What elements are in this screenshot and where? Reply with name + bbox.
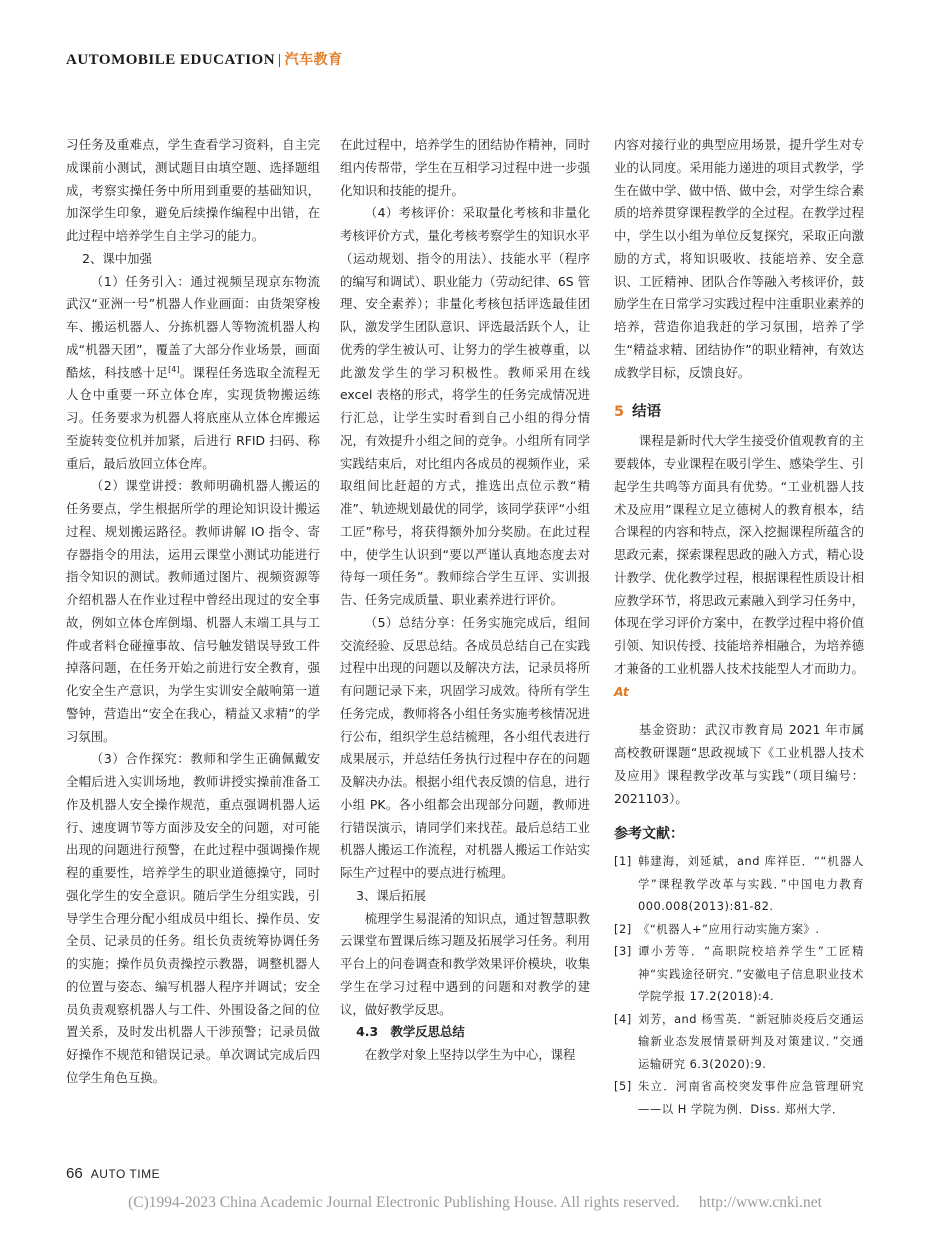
subheading-after-class: 3、课后拓展 bbox=[356, 887, 426, 903]
citation-4: [4] bbox=[168, 364, 180, 374]
reference-number: [3] bbox=[614, 944, 632, 959]
paragraph-reflection: 在教学对象上坚持以学生为中心，课程 bbox=[364, 1047, 576, 1062]
reference-text: 谭小芳等．“高职院校培养学生”工匠精神“实践途径研究．”安徽电子信息职业技术学院学报 17.2(2018):4. bbox=[638, 944, 864, 1004]
paragraph-cooperation: （3）合作探究：教师和学生正确佩戴安全帽后进入实训场地，教师讲授实操前准备工作及机器人安全操作规范，重点强调机器人运行、速度调节等方面涉及安全的问题，对可能出现的问题进行预警，在此过程中强调操作规程的重要性，培养学生的职业道德操守，同时强化学生的安全意识。随后学生分组实践，引导学生合理分配小组成员中组长、操作员、安全员、记录员的任务。组长负责统筹协调任务的实施；操作员负责操控示教器，调整机器人的位置与姿态、编写机器人程序并调试；安全员负责观察机器人与工件、外围设备之间的位置关系，及时发出机器人干涉预警；记录员做好操作不规范和错误记录。单次调试完成后四位学生角色互换。 bbox=[66, 751, 320, 1085]
journal-header bbox=[66, 49, 343, 69]
references-title: 参考文献： bbox=[614, 826, 684, 843]
reference-text: 《“机器人+”应用行动实施方案》. bbox=[638, 921, 820, 936]
paragraph-continued: 内容对接行业的典型应用场景，提升学生对专业的认同度。采用能力递进的项目式教学，学生在做中学、做中悟、做中会，对学生综合素质的培养贯穿课程教学的全过程。在教学过程中，学生以小组为单位反复探究，采取正向激励的方式，将知识吸收、技能培养、安全意识、工匠精神、团队合作等融入考核评价，鼓励学生在日常学习实践过程中注重职业素养的培养，营造你追我赶的学习氛围，培养了学生“精益求精、团结协作”的职业精神，有效达成教学目标，反馈良好。 bbox=[614, 137, 864, 380]
paragraph-lecture: （2）课堂讲授：教师明确机器人搬运的任务要点，学生根据所学的理论知识设计搬运过程、规划搬运路径。教师讲解 IO 指令、寄存器指令的用法，运用云课堂小测试功能进行指令知识的测试。教师通过图片、视频资源等介绍机器人在作业过程中曾经出现过的安全事故，例如立体仓库倒塌、机器人末端工具与工件或者料仓碰撞事故、信号触发错误导致工件掉落问题，在任务开始之前进行安全教育，强化安全生产意识，为学生实训安全敲响第一道警钟，营造出“安全在我心，精益又求精”的学习氛围。 bbox=[66, 478, 320, 744]
reference-item bbox=[614, 918, 864, 941]
paragraph-after-class: 梳理学生易混淆的知识点，通过智慧职教云课堂布置课后练习题及拓展学习任务。利用平台上的问卷调查和教学效果评价模块，收集学生在学习过程中遇到的问题和对教学的建议，做好教学反思。 bbox=[340, 910, 590, 1017]
section-heading-conclusion bbox=[614, 398, 864, 426]
column-2 bbox=[340, 134, 590, 1067]
end-of-article-mark: At bbox=[614, 683, 629, 699]
paragraph-task-intro-a: （1）任务引入：通过视频呈现京东物流武汉“亚洲一号”机器人作业画面：由货架穿梭车、搬运机器人、分拣机器人等物流机器人构成“机器天团”，覆盖了大部分作业场景，画面酷炫，科技感十足 bbox=[66, 273, 320, 380]
reference-number: [5] bbox=[614, 1079, 632, 1094]
magazine-name: AUTO TIME bbox=[90, 1167, 161, 1181]
section-number: 5 bbox=[614, 404, 625, 421]
paragraph-assessment: （4）考核评价：采取量化考核和非量化考核评价方式，量化考核考察学生的知识水平（运动规划、指令的用法）、技能水平（程序的编写和调试）、职业能力（劳动纪律、6S 管理、安全素养）；非量化考核包括评选最佳团队，激发学生团队意识、评选最活跃个人，让优秀的学生被认可、让努力的学生被尊重，以此激发学生的学习积极性。教师采用在线 excel 表格的形式，将学生的任务完成情况进行汇总，让学生实时看到自己小组的得分情况，有效提升小组之间的竞争。小组所有同学实践结束后，对比组内各成员的视频作业，采取组间比赶超的方式，推选出点位示教“精准”、轨迹规划最优的同学，该同学获评“小组工匠”称号，将获得额外加分奖励。在此过程中，使学生认识到“要以严谨认真地态度去对待每一项任务”。教师综合学生互评、实训报告、任务完成质量、职业素养进行评价。 bbox=[340, 205, 590, 607]
paragraph-task-intro-b: 。课程任务选取全流程无人仓中重要一环立体仓库，实现货物搬运练习。任务要求为机器人将底座从立体仓库搬运至旋转变位机并加紧，后进行 RFID 扫码、称重后，最后放回立体仓库。 bbox=[66, 364, 321, 471]
column-1 bbox=[66, 134, 320, 1090]
reference-item bbox=[614, 1008, 864, 1076]
reference-number: [4] bbox=[614, 1011, 632, 1026]
paragraph-conclusion bbox=[614, 430, 864, 703]
page-footer bbox=[66, 1165, 160, 1183]
reference-text: 刘芳，and 杨雪英．“新冠肺炎疫后交通运输新业态发展情景研判及对策建议．”交通运输研究 6.3(2020):9. bbox=[638, 1011, 864, 1071]
paragraph-continued: 在此过程中，培养学生的团结协作精神，同时组内传帮带，学生在互相学习过程中进一步强化知识和技能的提升。 bbox=[340, 137, 590, 198]
page-number: 66 bbox=[66, 1165, 83, 1182]
column-3 bbox=[614, 134, 864, 1120]
reference-text: 韩建海，刘延斌，and 库祥臣．““机器人学”课程教学改革与实践．”中国电力教育 000.008(2013):81-82. bbox=[638, 854, 864, 914]
reference-list bbox=[614, 850, 864, 1120]
journal-title-en: AUTOMOBILE EDUCATION bbox=[66, 52, 276, 68]
copyright-watermark: (C)1994-2023 China Academic Journal Electronic Publishing House. All rights reserved. http://www.cnki.net bbox=[128, 1194, 822, 1211]
reference-item bbox=[614, 850, 864, 918]
conclusion-text: 课程是新时代大学生接受价值观教育的主要载体，专业课程在吸引学生、感染学生、引起学生共鸣等方面具有优势。“工业机器人技术及应用”课程立足立德树人的教育根本，结合课程的内容和特点，深入挖掘课程所蕴含的思政元素，探索课程思政的融入方式，精心设计教学、优化教学过程，根据课程性质设计相应教学环节，将思政元素融入到学习任务中，体现在学习评价方案中，在教学过程中将价值引领、知识传授、技能培养相融合，为培养德才兼备的工业机器人技术技能型人才而助力。 bbox=[614, 433, 864, 676]
subheading-in-class: 2、课中加强 bbox=[82, 250, 152, 266]
reference-number: [1] bbox=[614, 854, 632, 869]
paragraph-intro: 习任务及重难点，学生查看学习资料，自主完成课前小测试，测试题目由填空题、选择题组成，考察实操任务中所用到重要的基础知识，加深学生印象，避免后续操作编程中出错，在此过程中培养学生自主学习的能力。 bbox=[66, 137, 320, 243]
reference-text: 朱立．河南省高校突发事件应急管理研究——以 H 学院为例．Diss. 郑州大学． bbox=[638, 1079, 864, 1116]
funding-note: 基金资助：武汉市教育局 2021 年市属高校教研课题“思政视域下《工业机器人技术及应用》课程教学改革与实践”（项目编号：2021103）。 bbox=[614, 722, 864, 806]
reference-item bbox=[614, 940, 864, 1008]
reference-number: [2] bbox=[614, 921, 632, 936]
paragraph-summary-share: （5）总结分享：任务实施完成后，组间交流经验、反思总结。各成员总结自己在实践过程中出现的问题以及解决方法，记录员将所有问题记录下来，巩固学习成效。待所有学生任务完成，教师将各小组任务实施考核情况进行公布，组织学生总结梳理，各小组代表进行成果展示，并总结任务执行过程中存在的问题及解决办法。根据小组代表反馈的信息，进行小组 PK。各小组都会出现部分问题，教师进行错误演示，请同学们来找茬。最后总结工业机器人搬运工作流程，对机器人搬运工作站实际生产过程中的要点进行梳理。 bbox=[340, 614, 590, 880]
section-title: 结语 bbox=[632, 404, 662, 421]
header-separator: | bbox=[278, 52, 282, 68]
reference-item bbox=[614, 1075, 864, 1120]
journal-title-cn: 汽车教育 bbox=[284, 52, 343, 68]
section-heading-4-3: 4.3 教学反思总结 bbox=[356, 1024, 465, 1040]
paragraph-task-intro bbox=[66, 271, 320, 476]
